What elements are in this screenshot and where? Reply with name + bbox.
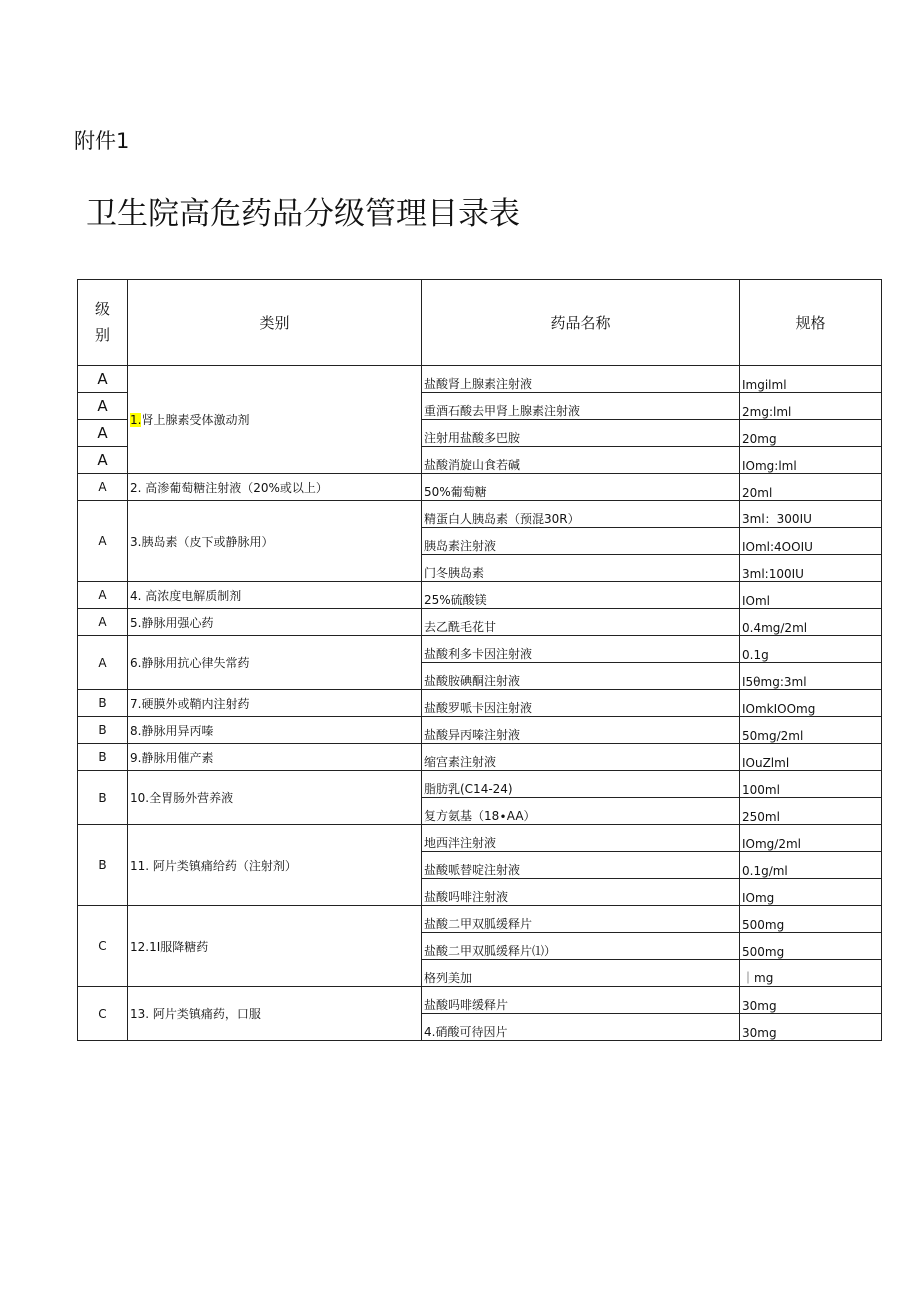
- category-cell: 13. 阿片类镇痛药，口服: [128, 987, 422, 1041]
- spec-cell: IOmkIOOmg: [740, 690, 882, 717]
- spec-cell: 20ml: [740, 474, 882, 501]
- drug-name-cell: 复方氨基（18∙AA）: [422, 798, 740, 825]
- drug-name-cell: 去乙酰毛花甘: [422, 609, 740, 636]
- drug-name-cell: 盐酸罗哌卡因注射液: [422, 690, 740, 717]
- drug-name-cell: 盐酸二甲双胍缓释片⑴）: [422, 933, 740, 960]
- spec-cell: 30mg: [740, 987, 882, 1014]
- drug-name-cell: 注射用盐酸多巴胺: [422, 420, 740, 447]
- drug-name-cell: 50%葡萄糖: [422, 474, 740, 501]
- drug-directory-table: [77, 279, 882, 1041]
- drug-name-cell: 门冬胰岛素: [422, 555, 740, 582]
- header-drug-name: 药品名称: [422, 280, 740, 366]
- spec-cell: 3ml：300IU: [740, 501, 882, 528]
- level-cell: A: [78, 447, 128, 474]
- drug-name-cell: 盐酸哌替啶注射液: [422, 852, 740, 879]
- table-row: [78, 501, 882, 528]
- level-cell: B: [78, 744, 128, 771]
- header-level-line1: 级: [94, 300, 110, 318]
- header-spec: 规格: [740, 280, 882, 366]
- category-cell: 6.静脉用抗心律失常药: [128, 636, 422, 690]
- drug-name-cell: 盐酸异丙嗪注射液: [422, 717, 740, 744]
- table-row: [78, 366, 882, 393]
- drug-name-cell: 重酒石酸去甲肾上腺素注射液: [422, 393, 740, 420]
- header-category: 类别: [128, 280, 422, 366]
- drug-name-cell: 脂肪乳(C14-24): [422, 771, 740, 798]
- attachment-label: 附件1: [74, 129, 130, 153]
- category-cell: 11. 阿片类镇痛给药（注射剂）: [128, 825, 422, 906]
- level-cell: A: [78, 366, 128, 393]
- table-row: [78, 636, 882, 663]
- spec-cell: 0.1g: [740, 636, 882, 663]
- category-cell: 9.静脉用催产素: [128, 744, 422, 771]
- table-row: [78, 987, 882, 1014]
- spec-cell: 500mg: [740, 933, 882, 960]
- level-cell: A: [78, 393, 128, 420]
- spec-cell: IOmg: [740, 879, 882, 906]
- drug-name-cell: 盐酸消旋山食若碱: [422, 447, 740, 474]
- drug-name-cell: 精蛋白人胰岛素（预混30R）: [422, 501, 740, 528]
- spec-cell: IOml: [740, 582, 882, 609]
- category-cell: 10.全胃肠外营养液: [128, 771, 422, 825]
- level-cell: A: [78, 501, 128, 582]
- spec-cell: 2mg:lml: [740, 393, 882, 420]
- spec-cell: IOml:4OOIU: [740, 528, 882, 555]
- category-cell: 7.硬膜外或鞘内注射药: [128, 690, 422, 717]
- header-level-line2: 别: [94, 325, 110, 344]
- spec-cell: 3ml:100IU: [740, 555, 882, 582]
- spec-cell: 0.4mg∕2ml: [740, 609, 882, 636]
- category-cell: 8.静脉用异丙嗪: [128, 717, 422, 744]
- spec-cell: 500mg: [740, 906, 882, 933]
- spec-cell: 0.1g∕ml: [740, 852, 882, 879]
- table-row: [78, 474, 882, 501]
- spec-cell: 30mg: [740, 1014, 882, 1041]
- drug-name-cell: 格列美加: [422, 960, 740, 987]
- table-row: [78, 906, 882, 933]
- category-text: 肾上腺素受体激动剂: [141, 413, 250, 427]
- category-cell: 2. 高渗葡萄糖注射液（20%或以上）: [128, 474, 422, 501]
- spec-cell: I5θmg:3ml: [740, 663, 882, 690]
- table-row: [78, 582, 882, 609]
- table-row: [78, 744, 882, 771]
- table-row: [78, 825, 882, 852]
- drug-name-cell: 盐酸吗啡缓释片: [422, 987, 740, 1014]
- drug-name-cell: 盐酸吗啡注射液: [422, 879, 740, 906]
- category-cell: 4. 高浓度电解质制剂: [128, 582, 422, 609]
- spec-cell: IOuZlml: [740, 744, 882, 771]
- drug-name-cell: 25%硫酸镁: [422, 582, 740, 609]
- drug-name-cell: 盐酸胺碘酮注射液: [422, 663, 740, 690]
- level-cell: C: [78, 906, 128, 987]
- spec-cell: 50mg∕2ml: [740, 717, 882, 744]
- level-cell: A: [78, 420, 128, 447]
- page-title: 卫生院高危药品分级管理目录表: [86, 196, 520, 232]
- level-cell: A: [78, 582, 128, 609]
- spec-cell: ｜mg: [740, 960, 882, 987]
- drug-name-cell: 胰岛素注射液: [422, 528, 740, 555]
- spec-cell: IOmg:lml: [740, 447, 882, 474]
- spec-cell: 100ml: [740, 771, 882, 798]
- level-cell: B: [78, 690, 128, 717]
- category-cell: 5.静脉用强心药: [128, 609, 422, 636]
- drug-name-cell: 盐酸利多卡因注射液: [422, 636, 740, 663]
- category-cell: [128, 366, 422, 474]
- drug-name-cell: 地西泮注射液: [422, 825, 740, 852]
- table-row: [78, 690, 882, 717]
- spec-cell: IOmg∕2ml: [740, 825, 882, 852]
- level-cell: A: [78, 636, 128, 690]
- category-highlight: 1.: [130, 413, 142, 427]
- drug-name-cell: 缩宫素注射液: [422, 744, 740, 771]
- table-row: [78, 771, 882, 798]
- category-cell: 3.胰岛素（皮下或静脉用）: [128, 501, 422, 582]
- spec-cell: 250ml: [740, 798, 882, 825]
- header-level: [78, 280, 128, 366]
- level-cell: B: [78, 717, 128, 744]
- category-cell: 12.1I服降糖药: [128, 906, 422, 987]
- drug-name-cell: 4.硝酸可待因片: [422, 1014, 740, 1041]
- table-row: [78, 609, 882, 636]
- level-cell: A: [78, 474, 128, 501]
- table-row: [78, 717, 882, 744]
- drug-name-cell: 盐酸二甲双胍缓释片: [422, 906, 740, 933]
- level-cell: A: [78, 609, 128, 636]
- spec-cell: Imgilml: [740, 366, 882, 393]
- drug-name-cell: 盐酸肾上腺素注射液: [422, 366, 740, 393]
- level-cell: B: [78, 825, 128, 906]
- level-cell: B: [78, 771, 128, 825]
- spec-cell: 20mg: [740, 420, 882, 447]
- level-cell: C: [78, 987, 128, 1041]
- table-header-row: [78, 280, 882, 366]
